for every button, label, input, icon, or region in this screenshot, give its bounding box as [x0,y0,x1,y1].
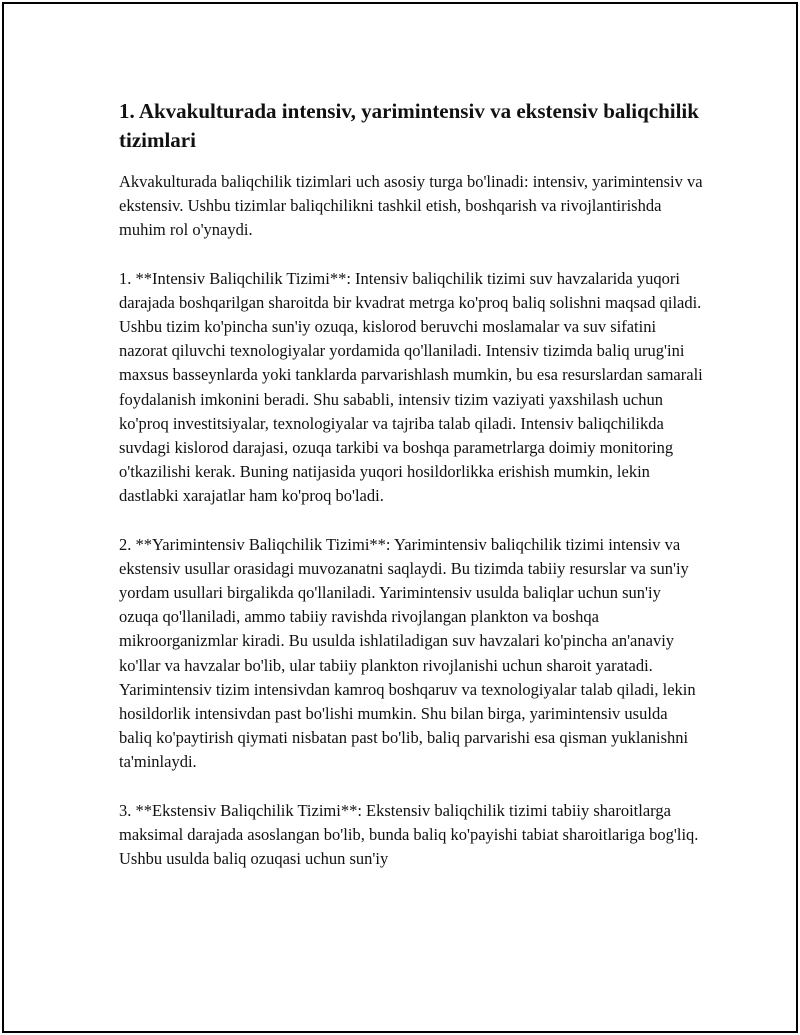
section-title: 1. Akvakulturada intensiv, yarimintensiv va ekstensiv baliqchilik tizimlari [119,99,699,152]
extensive-system-paragraph: 3. **Ekstensiv Baliqchilik Tizimi**: Ekstensiv baliqchilik tizimi tabiiy sharoitlarga maksimal darajada asoslangan bo'lib, bunda baliq ko'payishi tabiat sharoitlariga bog'liq. Ushbu usulda baliq ozuqasi uchun sun'iy [119,800,699,869]
document-page [2,2,798,1033]
document-body [119,97,704,895]
intro-paragraph: Akvakulturada baliqchilik tizimlari uch asosiy turga bo'linadi: intensiv, yarimintensiv va ekstensiv. Ushbu tizimlar baliqchilikni tashkil etish, boshqarish va rivojlantirishda muhim rol o'ynaydi. [119,172,703,240]
semi-intensive-system-paragraph: 2. **Yarimintensiv Baliqchilik Tizimi**: Yarimintensiv baliqchilik tizimi intensiv va ekstensiv usullar orasidagi muvozanatni saqlaydi. Bu tizimda tabiiy resurslar va sun'iy yordam usullari birgalikda qo'llaniladi. Yarimintensiv usulda baliqlar uchun sun'iy ozuqa qo'llaniladi, ammo tabiiy ravishda rivojlangan plankton va boshqa mikroorganizmlar kiradi. Bu usulda ishlatiladigan suv havzalari ko'pincha an'anaviy ko'llar va havzalar bo'lib, ular tabiiy plankton rivojlanishi uchun sharoit yaratadi. Yarimintensiv tizim intensivdan kamroq boshqaruv va texnologiyalar talab qiladi, lekin hosildorlik intensivdan past bo'lishi mumkin. Shu bilan birga, yarimintensiv usulda baliq ko'paytirish qiymati nisbatan past bo'lib, baliq parvarishi esa qisman yuklanishni ta'minlaydi. [119,534,696,772]
intensive-system-paragraph: 1. **Intensiv Baliqchilik Tizimi**: Intensiv baliqchilik tizimi suv havzalarida yuqori darajada boshqarilgan sharoitda bir kvadrat metrga ko'proq baliq solishni maqsad qiladi. Ushbu tizim ko'pincha sun'iy ozuqa, kislorod beruvchi moslamalar va suv sifatini nazorat qiluvchi texnologiyalar yordamida qo'llaniladi. Intensiv tizimda baliq urug'ini maxsus basseynlarda yoki tanklarda parvarishlash mumkin, bu esa resurslardan samarali foydalanish imkonini beradi. Shu sababli, intensiv tizim vaziyati yaxshilash uchun ko'proq investitsiyalar, texnologiyalar va tajriba talab qiladi. Intensiv baliqchilikda suvdagi kislorod darajasi, ozuqa tarkibi va boshqa parametrlarga doimiy monitoring o'tkazilishi kerak. Buning natijasida yuqori hosildorlikka erishish mumkin, lekin dastlabki xarajatlar ham ko'proq bo'ladi. [119,268,703,506]
